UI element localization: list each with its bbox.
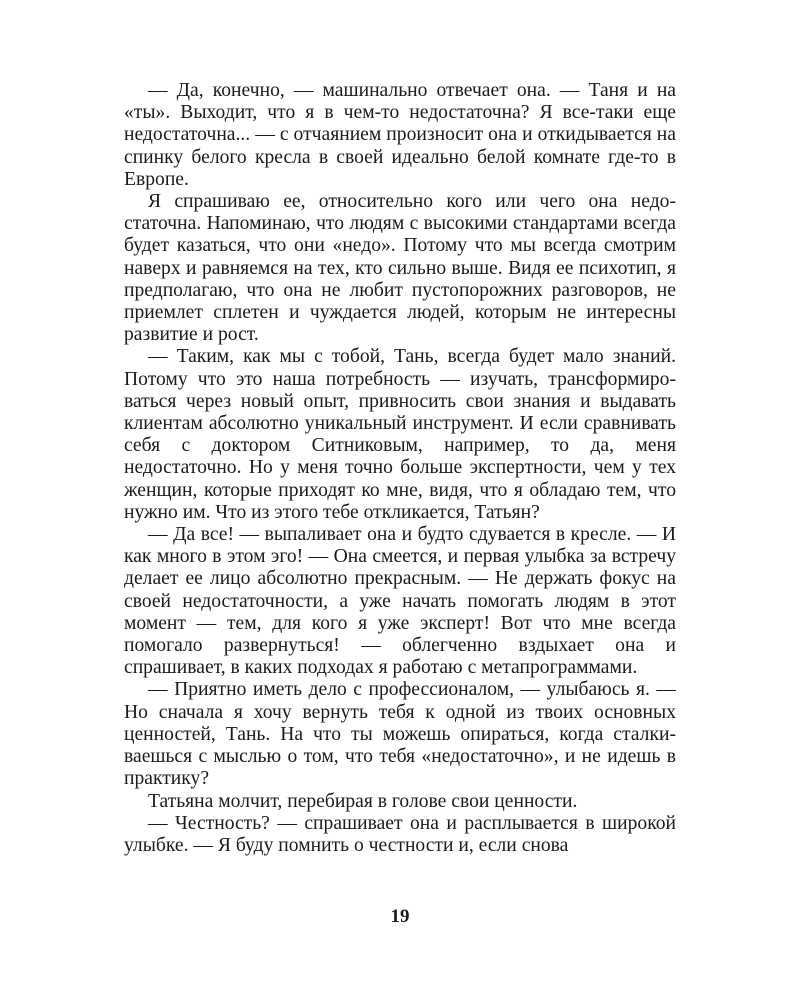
page-number: 19 — [390, 906, 410, 927]
paragraph-6: Татьяна молчит, перебирая в голове свои ценности. — [148, 790, 578, 812]
paragraph-5: — Приятно иметь дело с профессионалом, — улыбаюсь я. — Но сначала я хочу вернуть тебя к одной из твоих основных ценностей, Тань. На что ты можешь опираться, когда сталкиваешься с мыслью о том, что тебя «недостаточно», и не идешь в практику? — [124, 679, 676, 790]
page-text-block — [124, 80, 676, 857]
paragraph-2: Я спрашиваю ее, относительно кого или чего она недостаточна. Напоминаю, что людям с высокими стандартами всегда будет казаться, что они «недо». Потому что мы всегда смотрим наверх и равняемся на тех, кто сильно выше. Видя ее психотип, я предполагаю, что она не любит пустопорожних разговоров, не приемлет сплетен и чуждается людей, которым не интересны развитие и рост. — [124, 191, 676, 346]
paragraph-3: — Таким, как мы с тобой, Тань, всегда будет мало знаний. Потому что это наша потребность — изучать, трансформироваться через новый опыт, привносить свои знания и выдавать клиентам абсолютно уникальный инструмент. И если сравнивать себя с доктором Ситниковым, например, то да, меня недостаточно. Но у меня точно больше экспертности, чем у тех женщин, которые приходят ко мне, видя, что я обладаю тем, что нужно им. Что из этого тебе откликается, Татьян? — [124, 346, 676, 523]
paragraph-4: — Да все! — выпаливает она и будто сдувается в кресле. — И как много в этом эго! — Она смеется, и первая улыбка за встречу делает ее лицо абсолютно прекрасным. — Не держать фокус на своей недостаточности, а уже начать помогать людям в этот момент — тем, для кого я уже эксперт! Вот что мне всегда помогало развернуться! — облегченно вздыхает она и спрашивает, в каких подходах я работаю с метапрограммами. — [124, 524, 676, 679]
paragraph-1: — Да, конечно, — машинально отвечает она. — Таня и на «ты». Выходит, что я в чем-то недостаточна? Я все-таки еще недостаточна... — с отчаянием произносит она и откидывается на спинку белого кресла в своей идеально белой комнате где-то в Европе. — [124, 80, 676, 190]
paragraph-7: — Честность? — спрашивает она и расплывается в широкой улыбке. — Я буду помнить о честности и, если снова — [124, 812, 676, 856]
